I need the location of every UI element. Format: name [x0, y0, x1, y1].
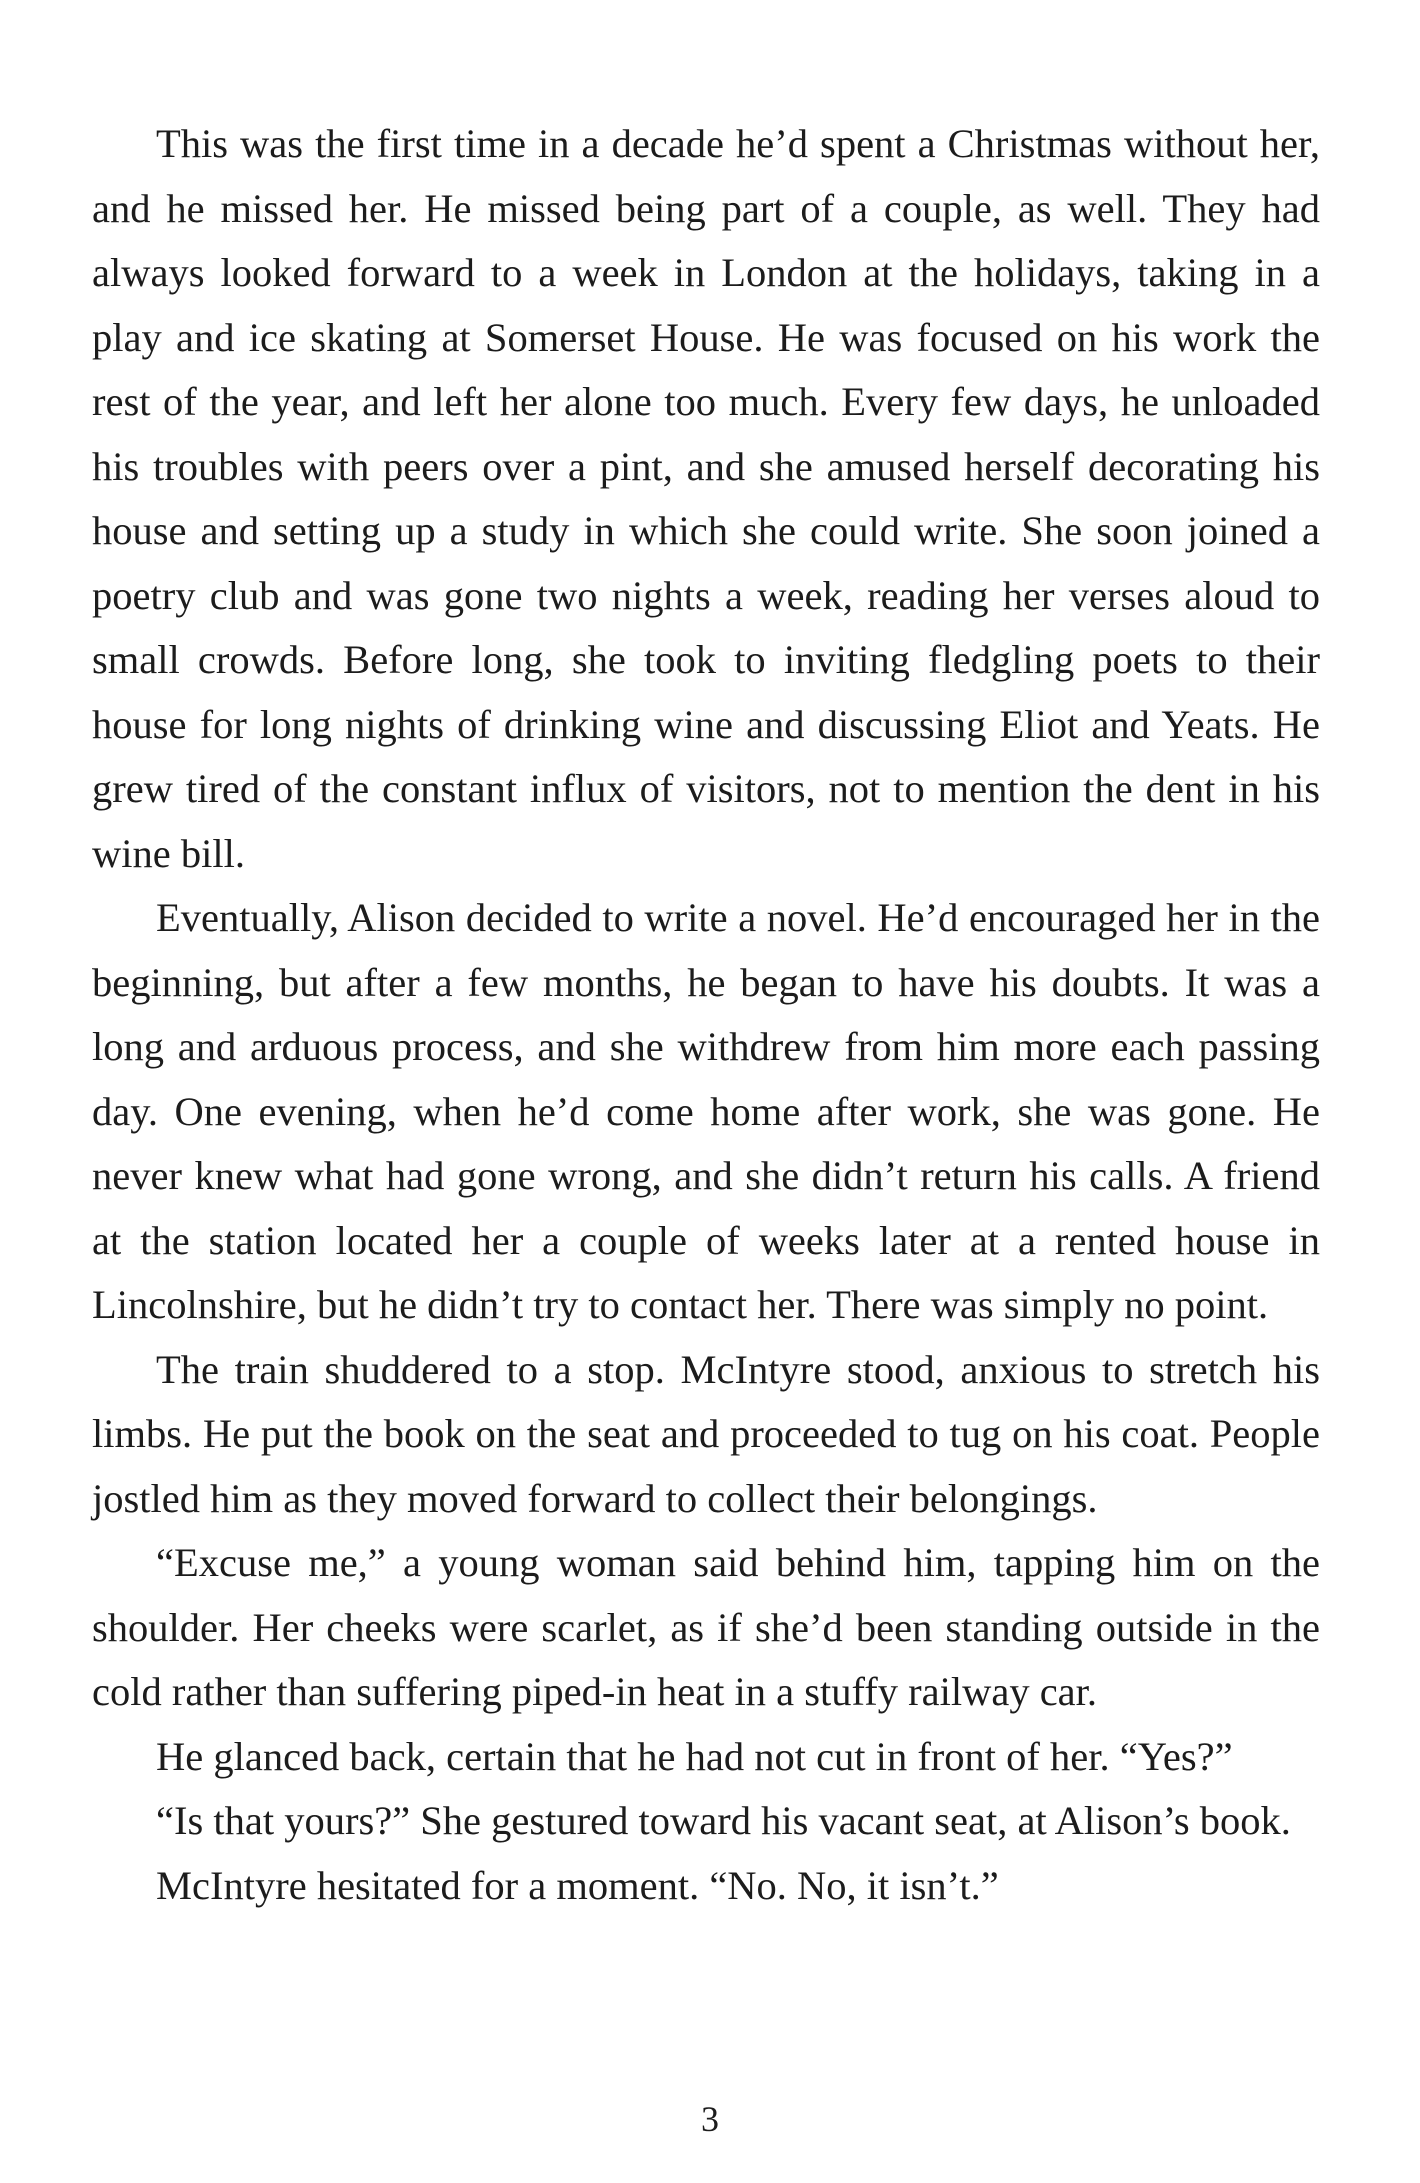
paragraph-3: The train shuddered to a stop. McIntyre stood, anxious to stretch his limbs. He put the book on the seat and proceeded to tug on his coat. People jostled him as they moved forward to collect their belongings. — [92, 1346, 1320, 1521]
body-text — [92, 112, 1320, 1918]
paragraph-4: “Excuse me,” a young woman said behind him, tapping him on the shoulder. Her cheeks were scarlet, as if she’d been standing outside in the cold rather than suffering piped-in heat in a stuffy railway car. — [92, 1540, 1320, 1714]
paragraph-6: “Is that yours?” She gestured toward his vacant seat, at Alison’s book. — [156, 1798, 1291, 1843]
paragraph-1: This was the first time in a decade he’d spent a Christmas without her, and he missed her. He missed being part of a couple, as well. They had always looked forward to a week in London at the holidays, taking in a play and ice skating at Somerset House. He was focused on his work the rest of the year, and left her alone too much. Every few days, he unloaded his troubles with peers over a pint, and she amused herself decorating his house and setting up a study in which she could write. She soon joined a poetry club and was gone two nights a week, reading her verses aloud to small crowds. Before long, she took to inviting fledgling poets to their house for long nights of drinking wine and discussing Eliot and Yeats. He grew tired of the constant influx of visitors, not to mention the dent in his wine bill. — [92, 121, 1320, 876]
paragraph-7: McIntyre hesitated for a moment. “No. No, it isn’t.” — [156, 1862, 999, 1908]
paragraph-2: Eventually, Alison decided to write a novel. He’d encouraged her in the beginning, but after a few months, he began to have his doubts. It was a long and arduous process, and she withdrew from him more each passing day. One evening, when he’d come home after work, she was gone. He never knew what had gone wrong, and she didn’t return his calls. A friend at the station located her a couple of weeks later at a rented house in Lincolnshire, but he didn’t try to contact her. There was simply no point. — [92, 895, 1320, 1327]
paragraph-5: He glanced back, certain that he had not cut in front of her. “Yes?” — [156, 1733, 1233, 1779]
page-number: 3 — [701, 2099, 719, 2139]
